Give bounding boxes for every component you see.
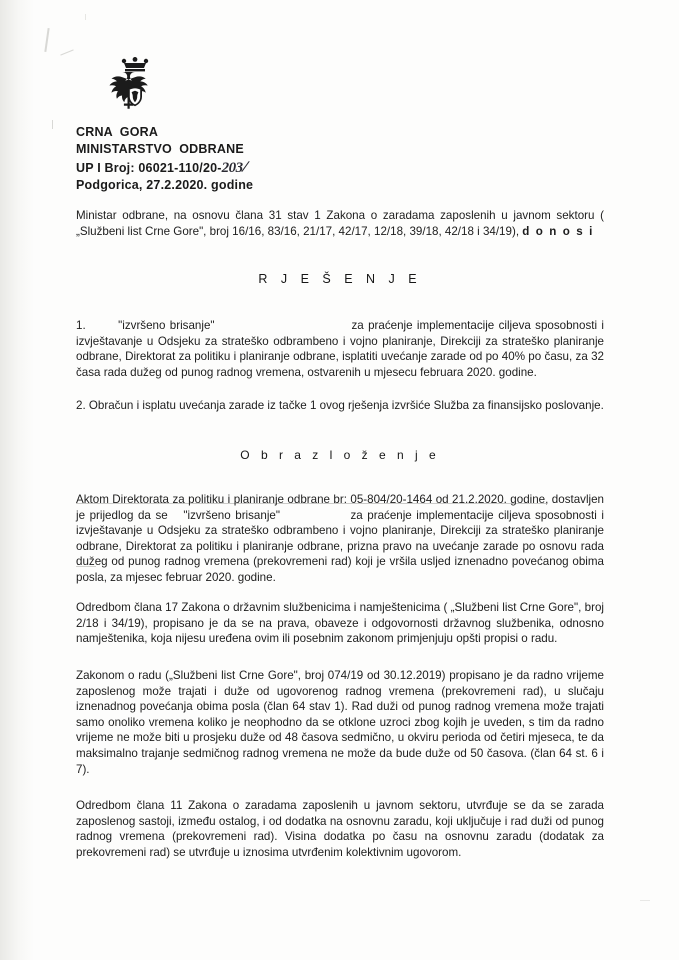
decision-item-2 xyxy=(76,398,604,414)
explanation-title: O b r a z l o ž e n j e xyxy=(240,448,440,462)
place-date-line: Podgorica, 27.2.2020. godine xyxy=(76,178,254,192)
explanation-paragraph-1 xyxy=(76,492,604,586)
explanation-1-part2: za praćenje implementacije ciljeva sposobnosti i izvještavanje u Odsjeku za strateško odbrambeno i vojno planiranje, Direkciji za strateško planiranje odbrane, Direktorat za politiku i planiranje odbrane, prizna pravo na uvećanje zarade po osnovu rada dužeg od punog radnog vremena (prekovremeni rad) koji je vršila usljed iznenadno povećanog obima posla, za mjesec februar 2020. godine. xyxy=(76,508,604,584)
reference-line xyxy=(76,158,253,177)
scan-artifact xyxy=(52,120,53,129)
coat-of-arms-icon xyxy=(102,56,168,120)
item-2-text: Obračun i isplatu uvećanja zarade iz tačke 1 ovog rješenja izvršiće Služba za finansijsko poslovanje. xyxy=(88,399,604,412)
ministry-line: MINISTARSTVO ODBRANE xyxy=(76,142,244,156)
item-2-number: 2. xyxy=(76,399,86,412)
country-line: CRNA GORA xyxy=(76,125,159,139)
decision-item-1 xyxy=(76,318,604,380)
intro-text: Ministar odbrane, na osnovu člana 31 stav 1 Zakona o zaradama zaposlenih u javnom sektoru ( „Službeni list Crne Gore", broj 16/16, 83/16, 21/17, 42/17, 12/18, 39/18, 42/18 i 34/19), xyxy=(76,209,604,238)
scan-artifact xyxy=(60,49,73,55)
handwritten-slash: / xyxy=(241,156,249,177)
intro-paragraph xyxy=(76,208,604,239)
letterhead xyxy=(76,124,253,194)
explanation-1-part1: Aktom Direktorata za politiku i planiranje odbrane br: 05-804/20-1464 od 21.2.2020. godine, dostavljen je prijedlog da se xyxy=(76,493,604,522)
reference-handwritten: 203 xyxy=(221,160,243,176)
explanation-paragraph-3: Zakonom o radu („Službeni list Crne Gore", broj 074/19 od 30.12.2019) propisano je da radno vrijeme zaposlenog može trajati i duže od ugovorenog radnog vremena (prekovremeni rad), u slučaju iznenadnog povećanja obima posla (član 64 stav 1). Rad duži od punog radnog vremena može trajati samo onoliko vremena koliko je neophodno da se otklone uzroci zbog kojih je uveden, s tim da radno vrijeme ne može biti u prosjeku duže od 48 časova sedmično, u okviru perioda od četiri mjeseca, te da maksimalno trajanje sedmičnog radnog vremena ne može da bude duže od 50 časova. (član 64 st. 6 i 7). xyxy=(76,669,604,776)
scan-artifact xyxy=(85,14,86,20)
reference-label: UP I Broj: 06021-110/20- xyxy=(76,161,222,175)
explanation-paragraph-2: Odredbom člana 17 Zakona o državnim službenicima i namještenicima ( „Službeni list Crne Gore", broj 2/18 i 34/19), propisano je da se na prava, obaveze i odgovornosti državnog službenika, odnosno namještenika, koja nijesu uređena ovim ili posebnim zakonom primjenjuju opšti propisi o radu. xyxy=(76,601,604,646)
intro-donosi: d o n o s i xyxy=(522,224,594,238)
scan-edge-shadow xyxy=(0,0,34,960)
redacted-text: "izvršeno brisanje" xyxy=(183,508,280,522)
explanation-paragraph-4: Odredbom člana 11 Zakona o zaradama zaposlenih u javnom sektoru, utvrđuje se da se zarada zaposlenog sastoji, između ostalog, i od dodatka na osnovnu zaradu, koji uključuje i rad duži od punog radnog vremena (prekovremeni rad). Visina dodatka po času na osnovnu zaradu (dodatak za prekovremeni rad) se utvrđuje u iznosima utvrđenim kolektivnim ugovorom. xyxy=(76,799,604,859)
item-1-text: za praćenje implementacije ciljeva sposobnosti i izvještavanje u Odsjeku za strateško odbrambeno i vojno planiranje, Direkciji za strateško planiranje odbrane, Direktorat za politiku i planiranje odbrane, isplatiti uvećanje zarade od po 40% po času, za 32 časa rada dužeg od punog radnog vremena, ostvarenih u mjesecu februara 2020. godine. xyxy=(76,319,604,379)
scan-artifact xyxy=(44,28,49,52)
scan-artifact xyxy=(640,900,650,901)
redacted-text: "izvršeno brisanje" xyxy=(118,319,215,332)
document-title: R J E Š E N J E xyxy=(258,272,422,286)
item-1-number: 1. xyxy=(76,319,86,332)
